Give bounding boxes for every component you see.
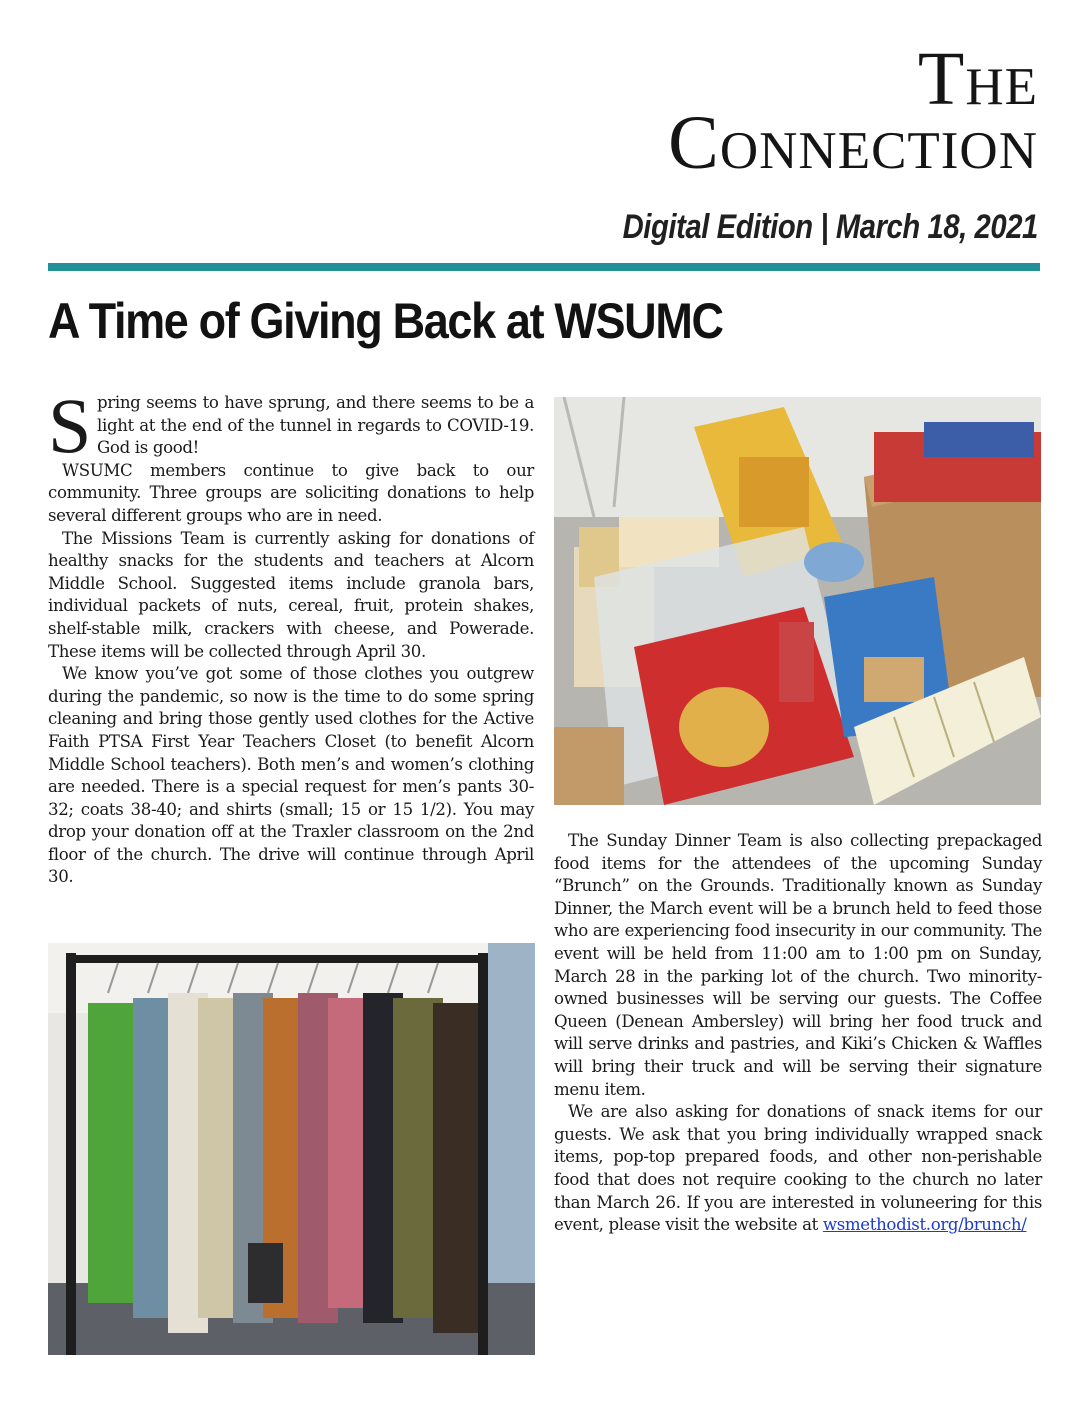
clothing-rack-photo xyxy=(48,943,535,1355)
paragraph-sunday-dinner: The Sunday Dinner Team is also collecting prepackaged food items for the attendees of the upcoming Sunday “Brunch” on the Grounds. Traditionally known as Sunday Dinner, the March event will be a brunch held to feed those who are experiencing food insecurity in our community. The event will be held from 11:00 am to 1:00 pm on Sunday, March 28 in the parking lot of the church. Two minority-owned businesses will be serving our guests. The Coffee Queen (Denean Ambersley) will bring her food truck and will serve drinks and pastries, and Kiki’s Chicken & Waffles will bring their truck and will be serving their signature menu item. xyxy=(554,831,1042,1099)
food-donations-illustration xyxy=(554,397,1041,805)
paragraph-community: WSUMC members continue to give back to our community. Three groups are soliciting donations to help several different groups who are in need. xyxy=(48,460,534,525)
paragraph-intro xyxy=(48,382,534,469)
paragraph-intro-text: pring seems to have sprung, and there seems to be a light at the end of the tunnel in regards to COVID-19. God is good! xyxy=(97,393,534,458)
clothing-rack-illustration xyxy=(48,943,535,1355)
food-donations-photo xyxy=(554,397,1041,805)
drop-cap: S xyxy=(48,382,92,469)
edition-date: Digital Edition | March 18, 2021 xyxy=(622,208,1038,246)
paragraph-snack-text: We are also asking for donations of snack items for our guests. We ask that you bring individually wrapped snack items, pop-top prepared foods, and other non-perishable food that does not require cooking to the church no later than March 26. If you are interested in voluneering for this event, please visit the website at xyxy=(554,1102,1042,1235)
article-column-right xyxy=(554,830,1042,1237)
masthead-title-line2: Connection xyxy=(668,101,1038,185)
masthead-divider xyxy=(48,263,1040,271)
paragraph-missions-team: The Missions Team is currently asking for donations of healthy snacks for the students and teachers at Alcorn Middle School. Suggested items include granola bars, individual packets of nuts, cereal, fruit, protein shakes, shelf-stable milk, crackers with cheese, and Powerade. These items will be collected through April 30. xyxy=(48,528,534,661)
masthead xyxy=(668,37,1038,185)
paragraph-snack-request xyxy=(554,1101,1042,1237)
brunch-website-link[interactable]: wsmethodist.org/brunch/ xyxy=(822,1215,1027,1235)
article-column-left xyxy=(48,382,534,889)
article-headline: A Time of Giving Back at WSUMC xyxy=(48,293,723,349)
paragraph-clothes-drive: We know you’ve got some of those clothes you outgrew during the pandemic, so now is the time to do some spring cleaning and bring those gently used clothes for the Active Faith PTSA First Year Teachers Closet (to benefit Alcorn Middle School teachers). Both men’s and women’s clothing are needed. There is a special request for men’s pants 30-32; coats 38-40; and shirts (small; 15 or 15 1/2). You may drop your donation off at the Traxler classroom on the 2nd floor of the church. The drive will continue through April 30. xyxy=(48,664,534,887)
masthead-title-line1: The xyxy=(917,37,1038,121)
